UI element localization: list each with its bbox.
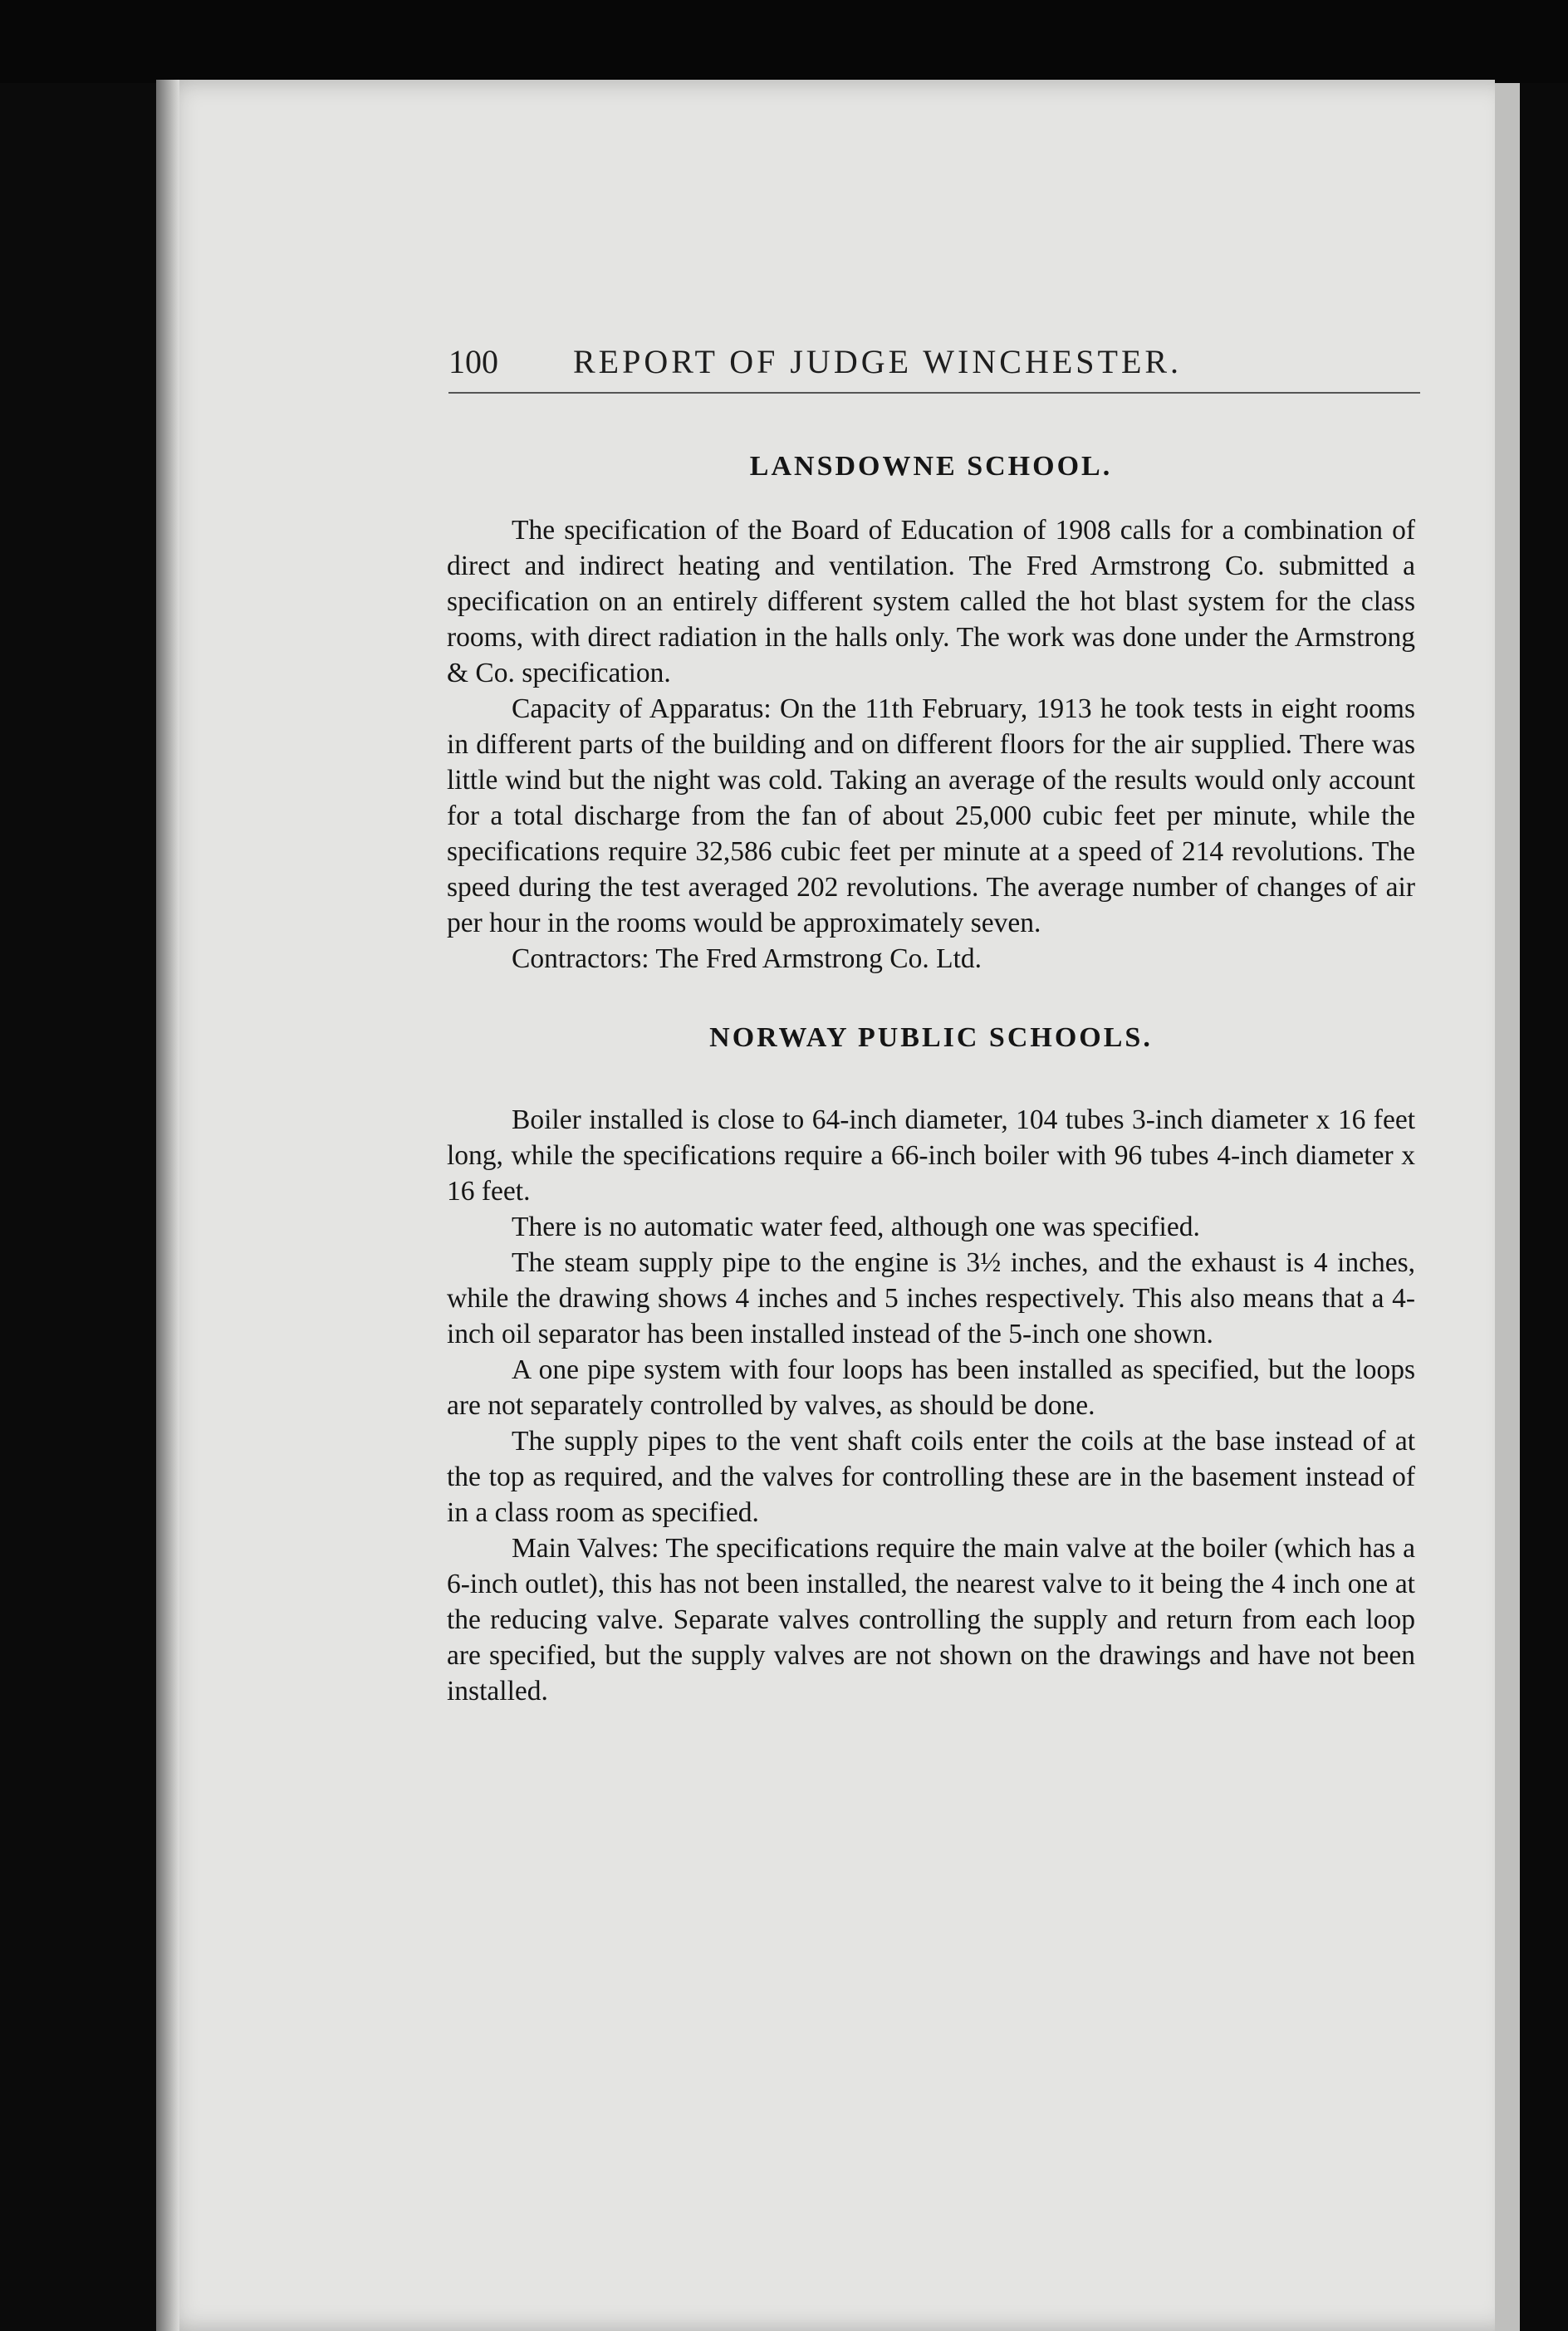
running-title: REPORT OF JUDGE WINCHESTER. [573,343,1183,380]
scan-background-right [1520,83,1568,2331]
running-head [448,342,1420,381]
page-binding-shadow [156,80,179,2331]
header-rule [448,392,1420,394]
paragraph: The supply pipes to the vent shaft coils enter the coils at the base instead of at the top as required, and the valves for controlling these are in the basement instead of in a class room as specified. [447,1426,1415,1528]
scan-background-top [0,0,1568,83]
section-title-norway-public-schools: NORWAY PUBLIC SCHOOLS. [709,1022,1153,1053]
paragraph: Boiler installed is close to 64-inch diameter, 104 tubes 3-inch diameter x 16 feet long, while the specifications require a 66-inch boiler with 96 tubes 4-inch diameter x 16 feet. [447,1104,1415,1207]
paragraph: The steam supply pipe to the engine is 3½ inches, and the exhaust is 4 inches, while the drawing shows 4 inches and 5 inches respectively. This also means that a 4-inch oil separator has been installed instead of the 5-inch one shown. [447,1247,1415,1349]
paragraph: Contractors: The Fred Armstrong Co. Ltd. [512,943,982,974]
paragraph: A one pipe system with four loops has been installed as specified, but the loops are not separately controlled by valves, as should be done. [447,1354,1415,1421]
paragraph: Main Valves: The specifications require the main valve at the boiler (which has a 6-inch outlet), this has not been installed, the nearest valve to it being the 4 inch one at the reducing valve. Separate valves controlling the supply and return from each loop are specified, but the supply valves are not shown on the drawings and have not been installed. [447,1533,1415,1707]
paragraph: Capacity of Apparatus: On the 11th February, 1913 he took tests in eight rooms in different parts of the building and on different floors for the air supplied. There was little wind but the night was cold. Taking an average of the results would only account for a total discharge from the fan of about 25,000 cubic feet per minute, while the specifications require 32,586 cubic feet per minute at a speed of 214 revolutions. The speed during the test averaged 202 revolutions. The average number of changes of air per hour in the rooms would be approximately seven. [447,693,1415,938]
page-number: 100 [448,343,498,380]
paragraph: There is no automatic water feed, although one was specified. [512,1212,1200,1242]
next-page-edge [1495,83,1520,2331]
page-body [447,448,1415,1709]
section-title-lansdowne-school: LANSDOWNE SCHOOL. [749,451,1113,482]
paragraph: The specification of the Board of Education of 1908 calls for a combination of direct and indirect heating and ventilation. The Fred Armstrong Co. submitted a specification on an entirely different system called the hot blast system for the class rooms, with direct radiation in the halls only. The work was done under the Armstrong & Co. specification. [447,515,1415,688]
